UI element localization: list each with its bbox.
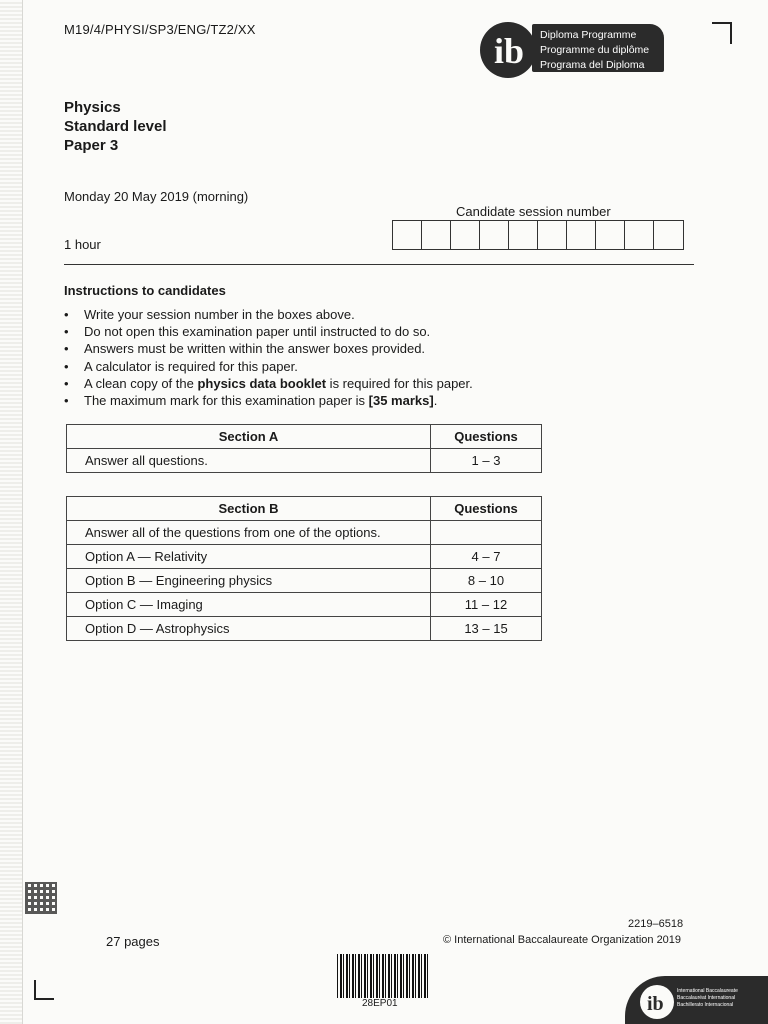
paper-number: Paper 3 <box>64 137 119 154</box>
level: Standard level <box>64 118 167 135</box>
instructions-heading: Instructions to candidates <box>64 283 226 298</box>
header-divider <box>64 264 694 265</box>
session-digit-box[interactable] <box>567 221 596 249</box>
table-row <box>67 449 542 473</box>
section-a-header-row <box>67 425 542 449</box>
table-row <box>67 521 542 545</box>
ib-footer-line-es: Bachillerato Internacional <box>677 1002 734 1008</box>
table-row <box>67 617 542 641</box>
list-item <box>64 392 473 409</box>
row-questions <box>431 521 542 545</box>
logo-line-en: Diploma Programme <box>540 29 637 41</box>
session-digit-box[interactable] <box>625 221 654 249</box>
row-questions: 1 – 3 <box>431 449 542 473</box>
paper-title <box>64 98 167 155</box>
section-b-header-row <box>67 497 542 521</box>
subject: Physics <box>64 99 121 116</box>
crop-mark-top-right <box>712 22 732 44</box>
table-row <box>67 593 542 617</box>
session-digit-box[interactable] <box>654 221 683 249</box>
barcode-text: 28EP01 <box>362 998 398 1009</box>
row-questions: 13 – 15 <box>431 617 542 641</box>
instruction-text: is required for this paper. <box>326 375 473 391</box>
section-b-table <box>66 496 542 641</box>
instruction-emphasis: [35 marks] <box>368 393 434 409</box>
session-digit-box[interactable] <box>451 221 480 249</box>
session-digit-box[interactable] <box>538 221 567 249</box>
list-item: • Do not open this examination paper until instructed to do so. <box>64 323 473 340</box>
section-a-header: Section A <box>67 425 431 449</box>
logo-line-es: Programa del Diploma <box>540 59 645 71</box>
section-b-header: Section B <box>67 497 431 521</box>
exam-duration: 1 hour <box>64 237 101 252</box>
session-digit-box[interactable] <box>480 221 509 249</box>
section-a-questions-header: Questions <box>431 425 542 449</box>
svg-text:ib: ib <box>494 31 525 71</box>
exam-code: M19/4/PHYSI/SP3/ENG/TZ2/XX <box>64 22 256 37</box>
list-item: • Answers must be written within the answer boxes provided. <box>64 340 473 357</box>
ib-footer-line-fr: Baccalauréat International <box>677 995 736 1001</box>
section-b-questions-header: Questions <box>431 497 542 521</box>
table-row <box>67 569 542 593</box>
list-item: • Write your session number in the boxes above. <box>64 306 473 323</box>
crop-mark-bottom-left <box>34 980 54 1000</box>
document-number: 2219–6518 <box>628 918 684 930</box>
row-questions: 4 – 7 <box>431 545 542 569</box>
ib-footer-logo <box>625 976 768 1024</box>
session-digit-box[interactable] <box>509 221 538 249</box>
row-questions: 8 – 10 <box>431 569 542 593</box>
candidate-session-label: Candidate session number <box>456 204 611 219</box>
row-label: Option B — Engineering physics <box>67 569 431 593</box>
row-label: Answer all questions. <box>67 449 431 473</box>
row-label: Option C — Imaging <box>67 593 431 617</box>
session-digit-box[interactable] <box>422 221 451 249</box>
list-item <box>64 375 473 392</box>
exam-date: Monday 20 May 2019 (morning) <box>64 189 249 204</box>
list-item: • A calculator is required for this paper. <box>64 358 473 375</box>
scan-left-edge <box>0 0 23 1024</box>
page-count: 27 pages <box>106 934 160 949</box>
row-questions: 11 – 12 <box>431 593 542 617</box>
ib-diploma-logo <box>470 18 688 82</box>
section-a-table <box>66 424 542 473</box>
ib-logo-icon <box>470 18 540 82</box>
candidate-session-boxes[interactable] <box>392 220 684 250</box>
qr-code-icon <box>25 882 57 914</box>
instructions-list <box>64 306 473 409</box>
copyright: © International Baccalaureate Organization 2019 <box>443 934 682 946</box>
ib-footer-line-en: International Baccalaureate <box>677 988 738 994</box>
instruction-text: . <box>433 393 438 409</box>
row-label: Option D — Astrophysics <box>67 617 431 641</box>
row-label: Answer all of the questions from one of the options. <box>67 521 431 545</box>
session-digit-box[interactable] <box>393 221 422 249</box>
table-row <box>67 545 542 569</box>
instruction-text: A clean copy of the <box>84 375 198 391</box>
barcode-icon <box>337 954 430 998</box>
row-label: Option A — Relativity <box>67 545 431 569</box>
svg-text:ib: ib <box>647 993 664 1015</box>
instruction-emphasis: physics data booklet <box>197 375 327 391</box>
instruction-text: The maximum mark for this examination paper is <box>84 393 369 409</box>
session-digit-box[interactable] <box>596 221 625 249</box>
ib-footer-icon <box>637 982 677 1022</box>
logo-line-fr: Programme du diplôme <box>540 44 650 56</box>
